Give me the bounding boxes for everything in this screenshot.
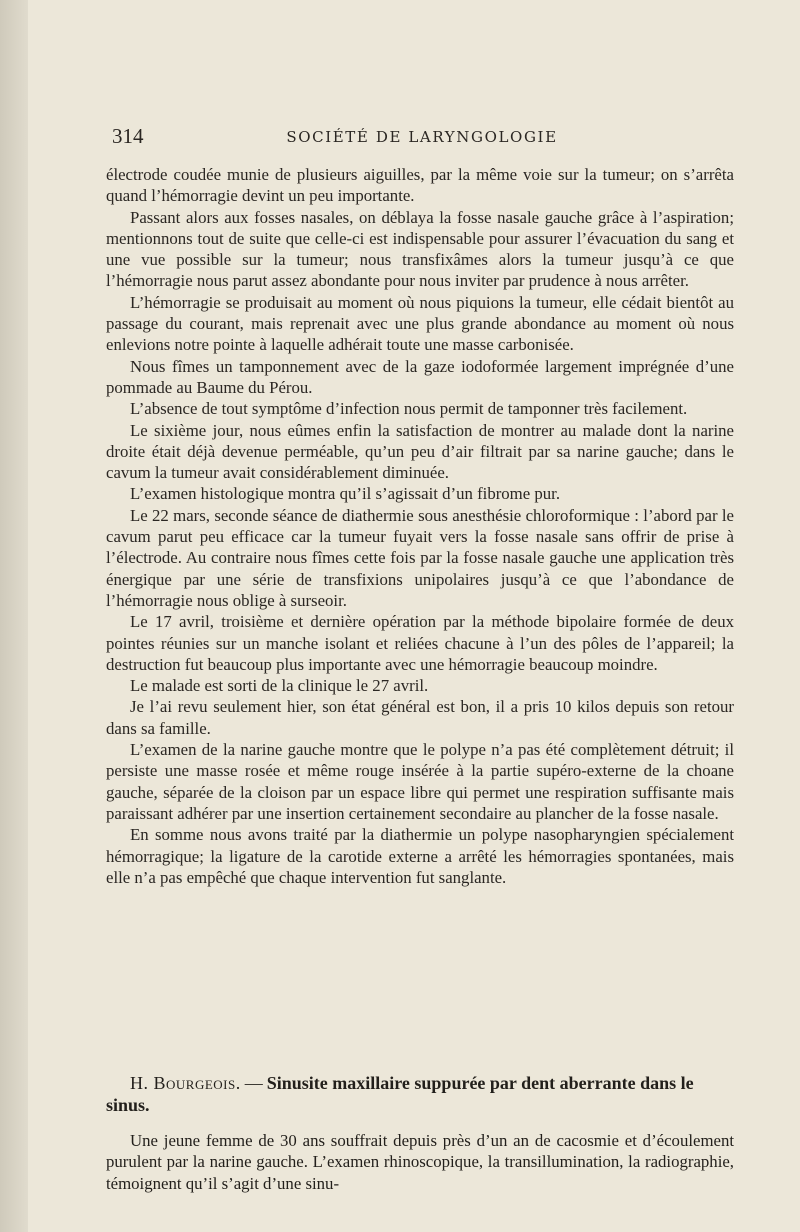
paragraph: Le sixième jour, nous eûmes enfin la satisfaction de montrer au malade dont la narine droite était déjà devenue perméable, qu’un peu d’air filtrait par sa narine gauche; dans le cavum la tumeur avait considérablement diminuée. <box>106 420 734 483</box>
paragraph: Le 17 avril, troisième et dernière opération par la méthode bipolaire formée de deux pointes réunies sur un manche isolant et reliées chacune à l’un des pôles de l’appareil; la destruction fut beaucoup plus importante avec une hémorragie beaucoup moindre. <box>106 612 734 674</box>
paragraph: L’examen histologique montra qu’il s’agissait d’un fibrome pur. <box>130 484 561 504</box>
paragraph: Passant alors aux fosses nasales, on déblaya la fosse nasale gauche grâce à l’aspiration; mentionnons tout de suite que celle-ci est indispensable pour assurer l’évacuation du sang et une vue possible sur la tumeur; nous transfixâmes alors la tumeur jusqu’à ce que l’hémorragie nous parut assez abondante pour nous inviter par prudence à nous arrêter. <box>106 207 734 291</box>
paragraph: Le 22 mars, seconde séance de diathermie sous anesthésie chloroformique : l’abord par le cavum parut peu efficace car la tumeur fuyait vers la fosse nasale sans offrir de prise à l’électrode. Au contraire nous fîmes cette fois par la fosse nasale gauche une application très énergique par une série de transfixions unipolaires jusqu’à ce que l’abondance de l’hémorragie nous oblige à surseoir. <box>106 505 734 610</box>
paragraph: Nous fîmes un tamponnement avec de la gaze iodoformée largement imprégnée d’une pommade au Baume du Pérou. <box>106 356 734 397</box>
running-title: SOCIÉTÉ DE LARYNGOLOGIE <box>286 128 558 146</box>
paragraph: L’hémorragie se produisait au moment où nous piquions la tumeur, elle cédait bientôt au passage du courant, mais reprenait avec une plus grande abondance au moment où nous enlevions notre pointe à laquelle adhérait toute une masse carbonisée. <box>106 292 734 355</box>
paragraph: L’examen de la narine gauche montre que le polype n’a pas été complètement détruit; il persiste une masse rosée et même rouge insérée à la partie supéro-externe de la choane gauche, séparée de la cloison par un espace libre qui permet une respiration suffisante mais paraissant adhérer par une insertion certainement secondaire au plancher de la fosse nasale. <box>106 740 734 823</box>
paragraph: Je l’ai revu seulement hier, son état général est bon, il a pris 10 kilos depuis son retour dans sa famille. <box>106 697 734 738</box>
section-paragraph: Une jeune femme de 30 ans souffrait depuis près d’un an de cacosmie et d’écoulement purulent par la narine gauche. L’examen rhinoscopique, la transillumination, la radiographie, témoignent qu’il s’agit d’une sinu- <box>106 1131 734 1193</box>
paragraph: En somme nous avons traité par la diathermie un polype nasopharyngien spécialement hémorragique; la ligature de la carotide externe a arrêté les hémorragies spontanées, mais elle n’a pas empêché que chaque intervention fut sanglante. <box>106 825 734 887</box>
section-dash: — <box>244 1073 263 1093</box>
paragraph: Le malade est sorti de la clinique le 27 avril. <box>130 676 429 696</box>
page-edge <box>0 0 28 1232</box>
section <box>106 1072 734 1211</box>
body-text <box>106 164 734 888</box>
page-number: 314 <box>112 124 144 148</box>
paragraph: électrode coudée munie de plusieurs aiguilles, par la même voie sur la tumeur; on s’arrêta quand l’hémorragie devint un peu importante. <box>106 165 734 206</box>
page-header <box>112 124 732 154</box>
section-author: H. Bourgeois. <box>130 1073 241 1093</box>
section-title: Sinusite maxillaire suppurée par dent aberrante dans le sinus. <box>106 1073 694 1115</box>
paragraph: L’absence de tout symptôme d’infection nous permit de tamponner très facilement. <box>130 399 688 419</box>
section-heading <box>106 1072 734 1116</box>
